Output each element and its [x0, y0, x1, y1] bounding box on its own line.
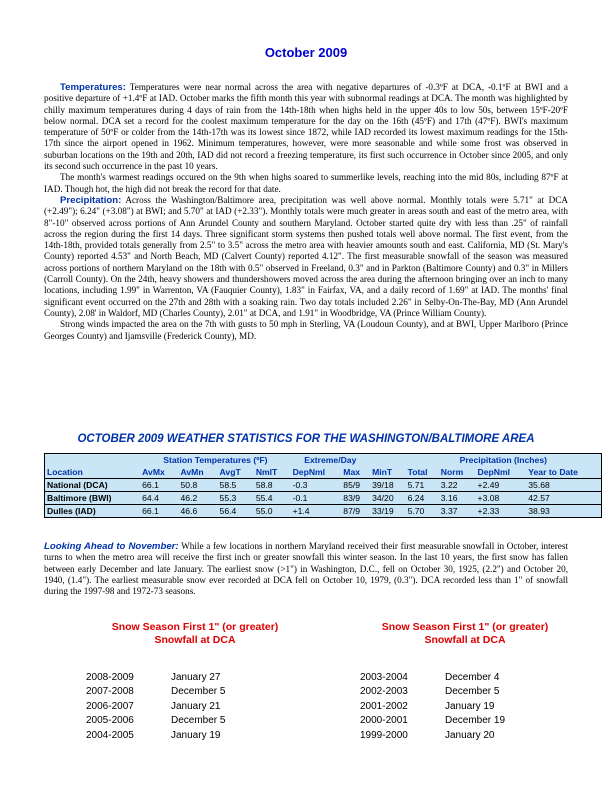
first-snow-date: December 5 [171, 715, 226, 727]
table-cell: 33/19 [370, 505, 405, 518]
table-cell: 34/20 [370, 492, 405, 505]
table-cell: +1.4 [291, 505, 342, 518]
outlook-paragraph [44, 541, 568, 597]
precipitation-text: Across the Washington/Baltimore area, precipitation was well above normal. Monthly totals were 5.71" at DCA (+2.49"); 6.24" (+3.08") at BWI; and 5.70" at IAD (+2.33"). Monthly totals were much greater in areas south and east of the metro area, with 8"-10" observed across portions of Ann Arundel County and southern Maryland. October started quite dry with less than .25" of rainfall across the region during the first 14 days. Three significant storm systems then pushed totals well above normal. The first event, from the 14th-18th, provided totals generally from 2.5" to 3.5" across the metro area with heavier amounts south and east. California, MD (St. Mary's County) reported 4.53" and North Beach, MD (Calvert County) reported 4.12". The first measurable snowfall of the season was measured across portions of northern Maryland on the 18th with 0.5" observed in Freeland, 0.3" and in Parkton (Baltimore County) and 0.3" in Millers (Carroll County). On the 24th, heavy showers and thundershowers moved across the area during the afternoon bringing over an inch to many locations, including 1.99" in Warrenton, VA (Fauquier County), 1.83" in Fairfax, VA, and a daily record of 1.69" at IAD. The months' final significant event occurred on the 27th and 28th with a soaking rain. Two day totals included 2.26" in Selby-On-The-Bay, MD (Ann Arundel County), 2.08' in Waldorf, MD (Charles County), 2.01" at DCA, and 1.91" in Woodbridge, VA (Prince William County). [44, 194, 568, 318]
season: 2006-2007 [86, 700, 134, 712]
season: 2007-2008 [86, 686, 134, 698]
snow-heading-line2: Snowfall at DCA [154, 634, 236, 646]
table-cell: 55.3 [218, 492, 254, 505]
table-cell: +2.49 [476, 479, 527, 492]
table-cell: 83/9 [341, 492, 370, 505]
table-cell: 3.16 [439, 492, 476, 505]
table-cell: 3.37 [439, 505, 476, 518]
column-header: NmlT [255, 467, 278, 477]
list-item [360, 685, 590, 700]
temperatures-paragraph [44, 82, 568, 172]
station-name: Dulles (IAD) [45, 505, 140, 518]
snow-list-left [70, 621, 320, 743]
column-header: AvMx [142, 467, 165, 477]
column-header: Location [47, 467, 83, 477]
column-header: Total [407, 467, 428, 477]
first-snow-date: January 21 [171, 700, 221, 712]
group-header-row [45, 454, 601, 466]
column-header: Norm [440, 467, 464, 477]
group-precip-label: Precipitation (Inches) [459, 455, 547, 465]
station-name: Baltimore (BWI) [45, 492, 140, 505]
first-snow-date: January 19 [445, 700, 495, 712]
column-header-row [45, 466, 601, 479]
table-cell: 6.24 [406, 492, 439, 505]
table-cell: +3.08 [476, 492, 527, 505]
first-snow-date: January 19 [171, 729, 221, 741]
table-row [45, 505, 601, 518]
table-cell: 35.68 [526, 479, 601, 492]
outlook-heading: Looking Ahead to November: [44, 541, 179, 552]
column-header: AvgT [219, 467, 241, 477]
outlook-text: While a few locations in northern Maryland received their first measurable snowfall in October, interest turns to when the metro area will receive the first inch or greater snowfall this winter season. In the last 10 years, the first snow has fallen between early December and late January. The earliest snow (>1") in Washington, D.C., fell on October 30, 1925, (2.2") and October 20, 1940, (1.4"). The earliest measurable snow ever recorded at DCA fell on October 10, 1979, (0.3"). DCA recorded less than 1" of snowfall during the 1997-98 and 1972-73 seasons. [44, 541, 569, 597]
list-item [86, 714, 320, 729]
table-cell: 5.70 [406, 505, 439, 518]
table-cell: 87/9 [341, 505, 370, 518]
table-row [45, 479, 601, 492]
group-extreme-label: Extreme/Day [304, 455, 357, 465]
snow-heading-line1: Snow Season First 1" (or greater) [381, 621, 549, 633]
page-title: October 2009 [264, 45, 348, 60]
season: 2005-2006 [86, 715, 134, 727]
snow-heading-line2: Snowfall at DCA [424, 634, 506, 646]
column-header: Year to Date [528, 467, 578, 477]
season: 2004-2005 [86, 729, 134, 741]
table-cell: 66.1 [140, 505, 178, 518]
column-header: MinT [372, 467, 393, 477]
season: 2002-2003 [360, 686, 408, 698]
first-snow-date: January 20 [445, 729, 495, 741]
table-cell: 5.71 [406, 479, 439, 492]
first-snow-date: December 5 [171, 686, 226, 698]
list-item [86, 699, 320, 714]
list-item [360, 714, 590, 729]
table-cell: 58.8 [254, 479, 291, 492]
column-header: DepNml [477, 467, 511, 477]
narrative-block [44, 82, 568, 342]
first-snow-date: January 27 [171, 671, 221, 683]
column-header: Max [343, 467, 361, 477]
table-cell: -0.3 [291, 479, 342, 492]
season: 2003-2004 [360, 671, 408, 683]
winds-paragraph: Strong winds impacted the area on the 7th with gusts to 50 mph in Sterling, VA (Loudoun County), and at BWI, Upper Marlboro (Prince Georges County) and Ijamsville (Frederick County), MD. [44, 319, 568, 341]
stats-title: OCTOBER 2009 WEATHER STATISTICS FOR THE WASHINGTON/BALTIMORE AREA [77, 433, 535, 445]
list-item [360, 728, 590, 743]
table-cell: 58.5 [218, 479, 254, 492]
weather-stats-table [44, 453, 602, 518]
table-cell: 38.93 [526, 505, 601, 518]
snow-list [340, 670, 590, 743]
season: 2000-2001 [360, 715, 408, 727]
table-cell: -0.1 [291, 492, 342, 505]
station-name: National (DCA) [45, 479, 140, 492]
table-cell: +2.33 [476, 505, 527, 518]
column-header: AvMn [180, 467, 204, 477]
table-cell: 66.1 [140, 479, 178, 492]
season: 1999-2000 [360, 729, 408, 741]
table-cell: 3.22 [439, 479, 476, 492]
group-temp-label: Station Temperatures (ºF) [163, 455, 268, 465]
list-item [360, 670, 590, 685]
precipitation-heading: Precipitation: [60, 194, 122, 206]
table-cell: 55.0 [254, 505, 291, 518]
temperatures-text: Temperatures were near normal across the area with negative departures of -0.3ºF at DCA, -0.1ºF at BWI and a positive departure of +1.4ºF at IAD. October marks the fifth month this year with subnormal readings at DCA. The month was highlighted by chilly maximum temperatures during 4 days of rain from the 14th-18th when highs held in the upper 40s to low 50s, between 15ºF-20ºF below normal. DCA set a record for the coolest maximum temperature for the day on the 16th (45ºF) and 17th (47ºF). BWI's maximum temperature of 50ºF or colder from the 14th-17th was its lowest since 1872, while IAD recorded its lowest maximum readings for the 15th-17th since the airport opened in 1962. Minimum temperatures, however, were more seasonable and while some frost was observed in suburban locations on the 19th and 20th, IAD did not record a freezing temperature, its first such occurrence in October since 2005, and only its second such occurrence in the past 10 years. [44, 82, 568, 172]
table-cell: 42.57 [526, 492, 601, 505]
outlook-block [44, 541, 568, 597]
snow-heading-line1: Snow Season First 1" (or greater) [111, 621, 279, 633]
temperatures-heading: Temperatures: [60, 82, 126, 93]
table-cell: 55.4 [254, 492, 291, 505]
table-cell: 46.2 [179, 492, 218, 505]
table-cell: 50.8 [179, 479, 218, 492]
list-item [86, 670, 320, 685]
table-cell: 39/18 [370, 479, 405, 492]
first-snow-date: December 4 [445, 671, 500, 683]
table-cell: 64.4 [140, 492, 178, 505]
first-snow-date: December 5 [445, 686, 500, 698]
season: 2001-2002 [360, 700, 408, 712]
warmest-paragraph: The month's warmest readings occured on the 9th when highs soared to summerlike levels, reaching into the mid 80s, including 87ºF at IAD. Though hot, the high did not break the record for that date. [44, 172, 568, 194]
list-item [360, 699, 590, 714]
snow-list-right [340, 621, 590, 743]
table-cell: 46.6 [179, 505, 218, 518]
table-row [45, 492, 601, 505]
season: 2008-2009 [86, 671, 134, 683]
snow-list [70, 670, 320, 743]
table-cell: 56.4 [218, 505, 254, 518]
list-item [86, 728, 320, 743]
list-item [86, 685, 320, 700]
table-cell: 85/9 [341, 479, 370, 492]
precipitation-paragraph [44, 195, 568, 319]
column-header: DepNml [292, 467, 326, 477]
first-snow-date: December 19 [445, 715, 506, 727]
